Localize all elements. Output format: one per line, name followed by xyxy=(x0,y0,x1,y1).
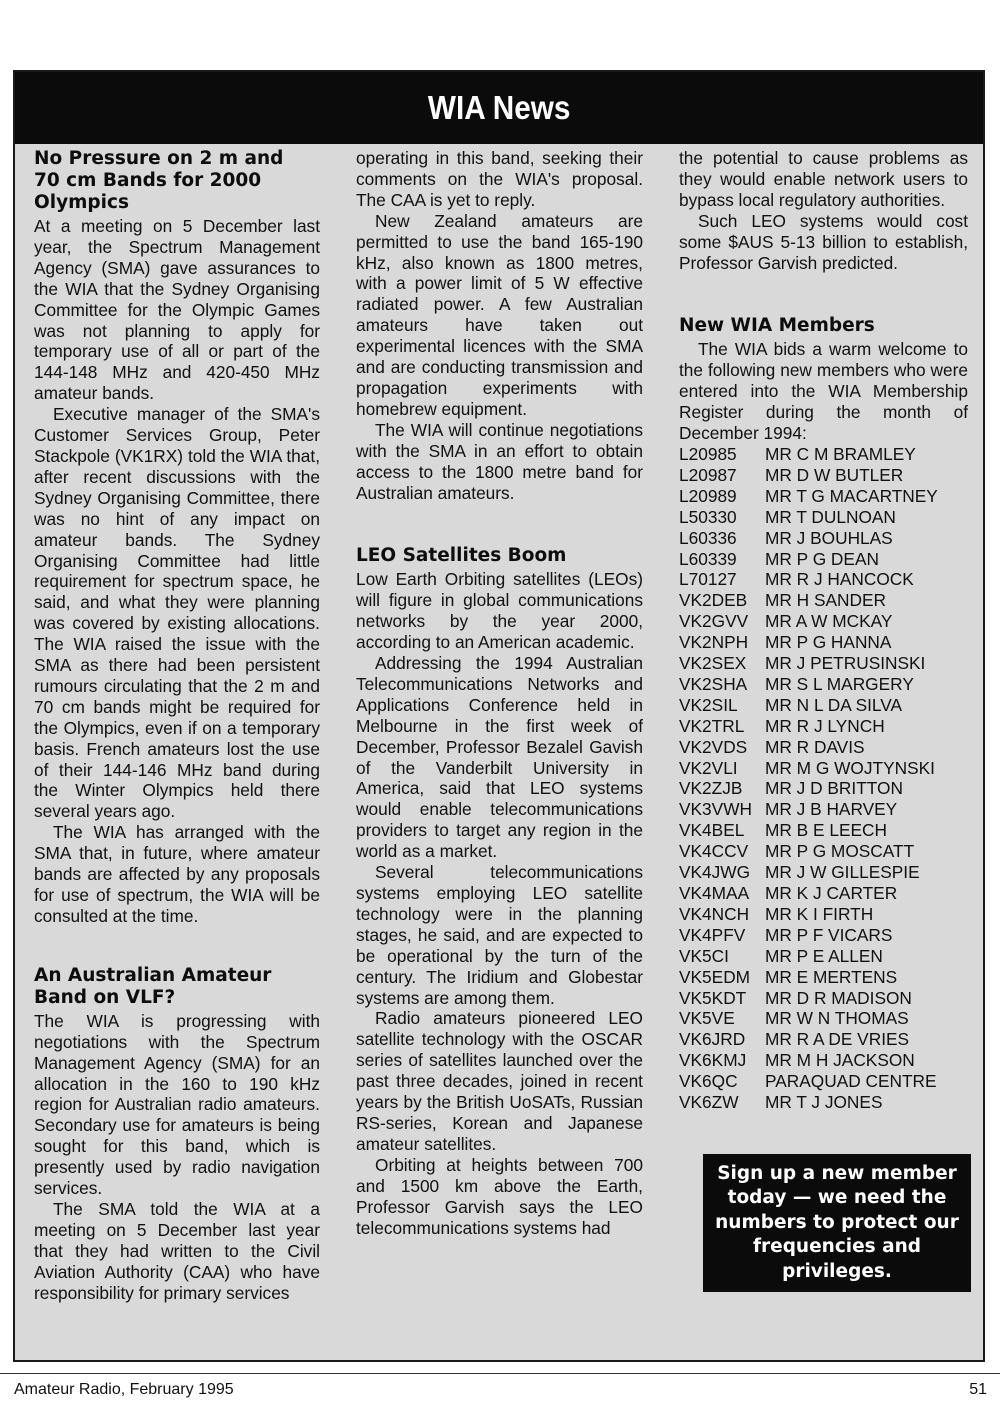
member-name: MR T DULNOAN xyxy=(765,506,896,527)
member-name: MR D W BUTLER xyxy=(765,464,904,485)
member-callsign: VK2SEX xyxy=(679,653,747,674)
column-1 xyxy=(34,148,320,1354)
article-paragraph: Low Earth Orbiting satellites (LEOs) will figure in global communications networks by the year 2000, according to an American academic. xyxy=(356,569,643,653)
article-paragraph: The WIA has arranged with the SMA that, in future, where amateur bands are affected by any proposals for use of spectrum, the WIA will be consulted at the time. xyxy=(34,822,320,926)
member-row xyxy=(679,444,968,465)
member-callsign: VK4BEL xyxy=(679,820,745,841)
article-paragraph: Such LEO systems would cost some $AUS 5-13 billion to establish, Professor Garvish predicted. xyxy=(679,210,968,273)
article-paragraph: Radio amateurs pioneered LEO satellite technology with the OSCAR series of satellites launched over the past three decades, joined in recent years by the British UoSATs, Russian RS-series, Korean and Japanese amateur satellites. xyxy=(356,1008,643,1154)
member-row xyxy=(679,1008,968,1029)
article-heading-members: New WIA Members xyxy=(679,315,875,337)
article-paragraph: operating in this band, seeking their comments on the WIA's proposal. The CAA is yet to reply. xyxy=(356,148,643,210)
article-paragraph: Several telecommunications systems employing LEO satellite technology were in the planning stages, he said, and are expected to be operational by the turn of the century. The Iridium and Globestar systems are among them. xyxy=(356,862,643,1008)
member-row xyxy=(679,1092,968,1113)
member-name: MR H SANDER xyxy=(765,590,886,611)
member-name: MR B E LEECH xyxy=(765,820,887,841)
member-row xyxy=(679,820,968,841)
member-callsign: VK6KMJ xyxy=(679,1050,747,1071)
member-name: MR M G WOJTYNSKI xyxy=(765,757,935,778)
member-callsign: L50330 xyxy=(679,506,737,527)
footer-rule xyxy=(0,1373,1000,1374)
member-callsign: L20989 xyxy=(679,485,737,506)
member-name: MR T G MACARTNEY xyxy=(765,485,938,506)
member-row xyxy=(679,862,968,883)
member-row xyxy=(679,632,968,653)
member-callsign: VK4NCH xyxy=(679,903,750,924)
member-name: PARAQUAD CENTRE xyxy=(765,1071,937,1092)
article-paragraph: Executive manager of the SMA's Customer Services Group, Peter Stackpole (VK1RX) told the WIA that, after recent discussions with the Sydney Organising Committee, there was no hint of any impact on amateur bands. The Sydney Organising Committee had little requirement for spectrum space, he said, and what they were planning was covered by existing allocations. The WIA raised the issue with the SMA as there had been persistent rumours circulating that the 2 m and 70 cm bands might be required for the Olympics, even if on a temporary basis. French amateurs lost the use of their 144-146 MHz band during the Winter Olympics held there several years ago. xyxy=(34,404,320,822)
member-list xyxy=(679,444,968,1113)
member-row xyxy=(679,841,968,862)
member-row xyxy=(679,758,968,779)
member-name: MR P E ALLEN xyxy=(765,945,883,966)
member-callsign: VK4PFV xyxy=(679,924,746,945)
news-panel xyxy=(13,70,985,1362)
member-row xyxy=(679,674,968,695)
member-row xyxy=(679,611,968,632)
column-2 xyxy=(356,148,643,1354)
member-callsign: L60339 xyxy=(679,548,737,569)
article-paragraph: New Zealand amateurs are permitted to use the band 165-190 kHz, also known as 1800 metres, with a power limit of 5 W effective radiated power. A few Australian amateurs have taken out experimental licences with the SMA and are conducting transmission and propagation experiments with homebrew equipment. xyxy=(356,210,643,419)
member-name: MR N L DA SILVA xyxy=(765,694,903,715)
member-row xyxy=(679,507,968,528)
member-row xyxy=(679,590,968,611)
member-row xyxy=(679,967,968,988)
member-callsign: VK2NPH xyxy=(679,632,749,653)
member-name: MR J BOUHLAS xyxy=(765,527,893,548)
member-callsign: L20987 xyxy=(679,464,737,485)
member-name: MR S L MARGERY xyxy=(765,673,914,694)
member-name: MR P G MOSCATT xyxy=(765,841,915,862)
article-paragraph: The SMA told the WIA at a meeting on 5 December last year that they had written to the Civil Aviation Authority (CAA) who have responsibility for primary services xyxy=(34,1198,320,1303)
member-callsign: VK4CCV xyxy=(679,841,749,862)
member-name: MR W N THOMAS xyxy=(765,1008,909,1029)
member-name: MR A W MCKAY xyxy=(765,611,893,632)
member-row xyxy=(679,528,968,549)
member-row xyxy=(679,465,968,486)
section-banner xyxy=(15,72,983,144)
member-name: MR C M BRAMLEY xyxy=(765,443,916,464)
member-callsign: VK2GVV xyxy=(679,611,749,632)
footer-publication: Amateur Radio, February 1995 xyxy=(14,1381,234,1398)
member-callsign: VK2VDS xyxy=(679,736,748,757)
member-row xyxy=(679,716,968,737)
member-row xyxy=(679,988,968,1009)
member-callsign: VK2VLI xyxy=(679,757,738,778)
promo-text: Sign up a new member today — we need the numbers to protect our frequencies and privileges. xyxy=(715,1162,959,1282)
member-name: MR K I FIRTH xyxy=(765,903,874,924)
member-name: MR R J LYNCH xyxy=(765,715,885,736)
member-row xyxy=(679,883,968,904)
member-callsign: VK2SHA xyxy=(679,673,748,694)
member-callsign: VK6JRD xyxy=(679,1029,746,1050)
member-name: MR P G DEAN xyxy=(765,548,879,569)
member-row xyxy=(679,778,968,799)
member-row xyxy=(679,1071,968,1092)
member-name: MR R DAVIS xyxy=(765,736,865,757)
member-name: MR M H JACKSON xyxy=(765,1050,915,1071)
member-callsign: VK6QC xyxy=(679,1071,738,1092)
member-callsign: VK3VWH xyxy=(679,799,752,820)
article-heading-vlf: An Australian Amateur Band on VLF? xyxy=(34,964,272,1008)
member-callsign: VK4JWG xyxy=(679,862,751,883)
article-paragraph: Orbiting at heights between 700 and 1500 km above the Earth, Professor Garvish says the LEO telecommunications systems had xyxy=(356,1154,643,1238)
member-row xyxy=(679,695,968,716)
member-name: MR J PETRUSINSKI xyxy=(765,653,926,674)
member-row xyxy=(679,1029,968,1050)
member-callsign: VK2TRL xyxy=(679,715,745,736)
member-row xyxy=(679,549,968,570)
member-name: MR R A DE VRIES xyxy=(765,1029,910,1050)
members-intro: The WIA bids a warm welcome to the following new members who were entered into the WIA Membership Register during the month of December 1994: xyxy=(679,339,968,444)
article-paragraph: Addressing the 1994 Australian Telecommunications Networks and Applications Conference held in Melbourne in the first week of December, Professor Bezalel Gavish of the Vanderbilt University in America, said that LEO systems would enable telecommunications providers to target any region in the world as a market. xyxy=(356,653,643,862)
member-callsign: L70127 xyxy=(679,569,737,590)
member-name: MR K J CARTER xyxy=(765,883,898,903)
article-paragraph: the potential to cause problems as they would enable network users to bypass local regulatory authorities. xyxy=(679,148,968,210)
member-row xyxy=(679,799,968,820)
member-name: MR P G HANNA xyxy=(765,632,892,653)
member-callsign: L60336 xyxy=(679,527,737,548)
member-row xyxy=(679,904,968,925)
member-callsign: VK2DEB xyxy=(679,590,748,611)
member-callsign: VK5KDT xyxy=(679,987,747,1008)
member-callsign: VK5VE xyxy=(679,1008,735,1029)
article-paragraph: The WIA will continue negotiations with the SMA in an effort to obtain access to the 1800 metre band for Australian amateurs. xyxy=(356,419,643,503)
member-name: MR J D BRITTON xyxy=(765,778,903,799)
article-paragraph: The WIA is progressing with negotiations with the Spectrum Management Agency (SMA) for an allocation in the 160 to 190 kHz region for Australian radio amateurs. Secondary use for amateurs is being sought for this band, which is presently used by radio navigation services. xyxy=(34,1010,320,1199)
section-title: WIA News xyxy=(427,89,571,126)
member-name: MR T J JONES xyxy=(765,1092,883,1113)
member-callsign: VK5CI xyxy=(679,945,729,966)
member-callsign: VK4MAA xyxy=(679,883,750,903)
member-callsign: VK5EDM xyxy=(679,966,751,987)
member-name: MR E MERTENS xyxy=(765,966,898,987)
article-paragraph: At a meeting on 5 December last year, the Spectrum Management Agency (SMA) gave assurances to the WIA that the Sydney Organising Committee for the Olympic Games was not planning to apply for temporary use of all or part of the 144-148 MHz and 420-450 MHz amateur bands. xyxy=(34,216,320,404)
member-row xyxy=(679,486,968,507)
member-name: MR R J HANCOCK xyxy=(765,569,914,590)
member-name: MR J W GILLESPIE xyxy=(765,862,920,883)
member-row xyxy=(679,946,968,967)
footer-page-number: 51 xyxy=(969,1381,987,1398)
member-name: MR P F VICARS xyxy=(765,924,893,945)
article-heading-olympics: No Pressure on 2 m and 70 cm Bands for 2000 Olympics xyxy=(34,148,284,213)
member-row xyxy=(679,653,968,674)
member-callsign: VK2ZJB xyxy=(679,778,743,799)
member-callsign: VK2SIL xyxy=(679,694,738,715)
member-callsign: L20985 xyxy=(679,443,737,464)
member-name: MR D R MADISON xyxy=(765,987,912,1008)
member-callsign: VK6ZW xyxy=(679,1092,739,1113)
member-row xyxy=(679,569,968,590)
member-row xyxy=(679,925,968,946)
promo-box xyxy=(703,1154,971,1292)
member-row xyxy=(679,737,968,758)
article-heading-leo: LEO Satellites Boom xyxy=(356,545,567,567)
member-row xyxy=(679,1050,968,1071)
member-name: MR J B HARVEY xyxy=(765,799,898,820)
